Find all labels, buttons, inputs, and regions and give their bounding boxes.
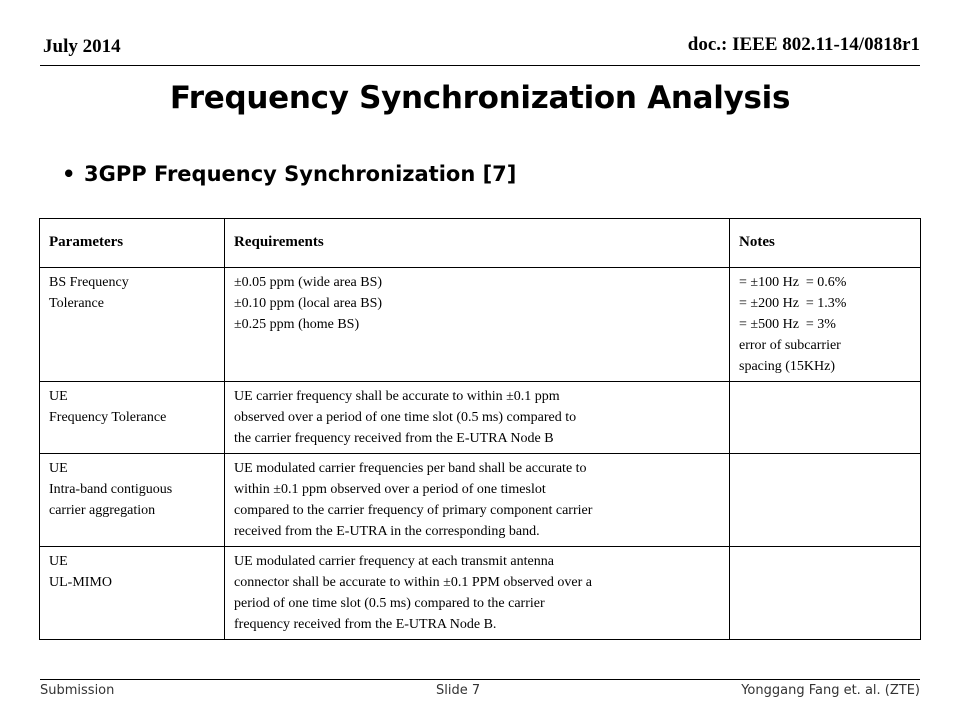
cell-line: Frequency Tolerance <box>49 410 167 425</box>
cell-notes <box>730 547 921 640</box>
footer-submission: Submission <box>40 683 115 698</box>
footer-slide-number: Slide 7 <box>436 683 481 698</box>
cell-line: observed over a period of one time slot (0.5 ms) compared to <box>234 410 577 425</box>
column-header-parameters: Parameters <box>40 219 225 268</box>
cell-line: compared to the carrier frequency of primary component carrier <box>234 503 593 518</box>
cell-requirements <box>225 547 730 640</box>
header-divider <box>40 65 920 66</box>
cell-line: UL-MIMO <box>49 575 112 590</box>
cell-notes <box>730 268 921 382</box>
cell-parameters <box>40 382 225 454</box>
header-doc-id: doc.: IEEE 802.11-14/0818r1 <box>687 34 920 55</box>
cell-line: = ±100 Hz = 0.6% <box>739 275 847 290</box>
cell-line: frequency received from the E-UTRA Node B. <box>234 617 497 632</box>
cell-parameters <box>40 547 225 640</box>
table-row <box>40 268 921 382</box>
cell-line: UE modulated carrier frequencies per band shall be accurate to <box>234 461 587 476</box>
column-header-requirements: Requirements <box>225 219 730 268</box>
bullet-text: 3GPP Frequency Synchronization [7] <box>84 162 517 186</box>
cell-notes <box>730 382 921 454</box>
cell-parameters <box>40 454 225 547</box>
header-date: July 2014 <box>43 36 121 57</box>
cell-line: BS Frequency <box>49 275 129 290</box>
cell-line: Intra-band contiguous <box>49 482 173 497</box>
cell-line: Tolerance <box>49 296 104 311</box>
cell-line: UE <box>49 461 68 476</box>
cell-line: the carrier frequency received from the E-UTRA Node B <box>234 431 554 446</box>
bullet-item <box>62 162 516 186</box>
cell-requirements <box>225 382 730 454</box>
table-row <box>40 382 921 454</box>
cell-line: UE <box>49 389 68 404</box>
cell-parameters <box>40 268 225 382</box>
cell-line: received from the E-UTRA in the corresponding band. <box>234 524 540 539</box>
table-row <box>40 454 921 547</box>
cell-line: = ±200 Hz = 1.3% <box>739 296 847 311</box>
column-header-notes: Notes <box>730 219 921 268</box>
slide-title: Frequency Synchronization Analysis <box>169 80 791 116</box>
cell-notes <box>730 454 921 547</box>
cell-line: connector shall be accurate to within ±0.1 PPM observed over a <box>234 575 592 590</box>
cell-line: ±0.10 ppm (local area BS) <box>234 296 383 311</box>
cell-line: period of one time slot (0.5 ms) compared to the carrier <box>234 596 545 611</box>
cell-line: UE <box>49 554 68 569</box>
table-row <box>40 547 921 640</box>
table-header-row <box>40 219 921 268</box>
cell-line: within ±0.1 ppm observed over a period of one timeslot <box>234 482 546 497</box>
cell-line: UE carrier frequency shall be accurate to within ±0.1 ppm <box>234 389 560 404</box>
footer-divider <box>40 679 920 680</box>
bullet-dot-icon: • <box>62 162 76 186</box>
cell-requirements <box>225 454 730 547</box>
footer-author: Yonggang Fang et. al. (ZTE) <box>741 683 920 698</box>
cell-line: = ±500 Hz = 3% <box>739 317 836 332</box>
cell-line: UE modulated carrier frequency at each transmit antenna <box>234 554 554 569</box>
cell-requirements <box>225 268 730 382</box>
cell-line: spacing (15KHz) <box>739 359 836 374</box>
cell-line: carrier aggregation <box>49 503 156 518</box>
cell-line: ±0.05 ppm (wide area BS) <box>234 275 383 290</box>
cell-line: error of subcarrier <box>739 338 841 353</box>
requirements-table <box>39 218 921 640</box>
cell-line: ±0.25 ppm (home BS) <box>234 317 360 332</box>
